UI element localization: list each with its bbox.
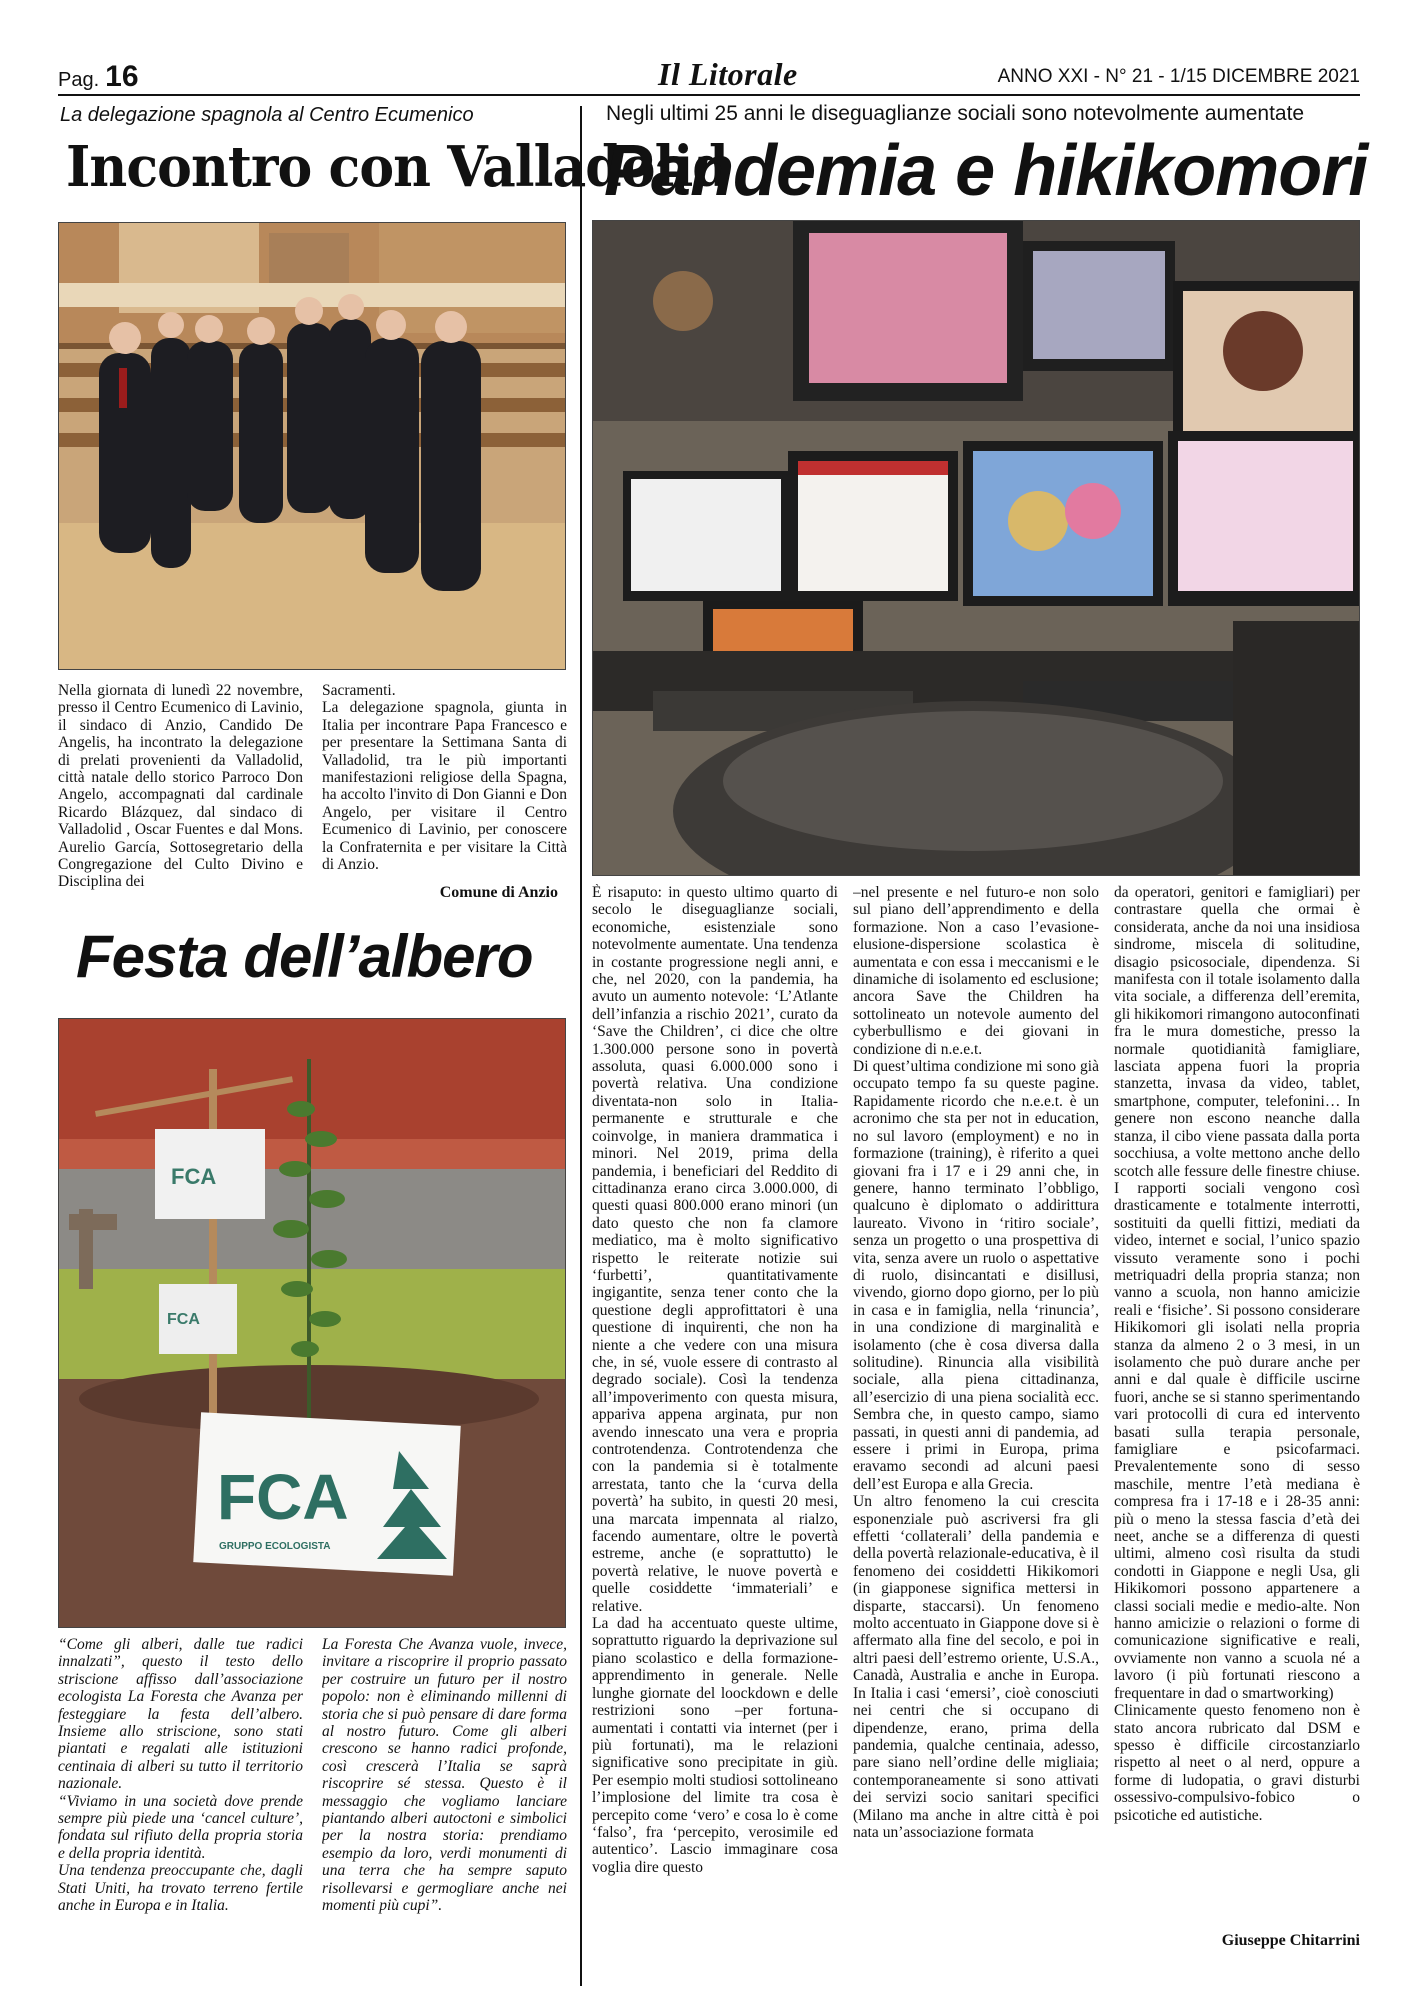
page-header [58,56,1360,96]
valladolid-photo [58,222,566,670]
issue-info: ANNO XXI - N° 21 - 1/15 DICEMBRE 2021 [997,66,1360,87]
valladolid-kicker: La delegazione spagnola al Centro Ecumenico [60,104,474,126]
valladolid-title: Incontro con Valladolid [66,134,728,200]
pandemia-title: Pandemia e hikikomori [604,131,1368,211]
pandemia-signature: Giuseppe Chitarrini [1221,1932,1360,1949]
albero-col1: “Come gli alberi, dalle tue radici innalzati”, questo il testo dello striscione affisso dall’associazione ecologista La Foresta che Avanza per festeggiare la festa dell’albero. Insieme allo striscione, sono stati piantati e regalati alle istituzioni centinaia di alberi su tutto il territorio nazionale. “Viviamo in una società dove prende sempre più piede una ‘cancel culture’, fondata sul rifiuto della propria storia e della propria identità. Una tendenza preoccupante che, dagli Stati Uniti, ha trovato terreno fertile anche in Europa e in Italia. [58,1636,303,1915]
albero-title: Festa dell’albero [76,923,533,990]
pandemia-col1: È risaputo: in questo ultimo quarto di secolo le diseguaglianze sociali, economiche, esistenziale sono notevolmente aumentate. Una tendenza in costante progressione negli anni, e che, nel 2020, con la pandemia, ha avuto un aumento notevole: ‘L’Atlante dell’infanzia a rischio 2021’, curato da ‘Save the Children’, ci dice che oltre 1.300.000 persone sono in povertà assoluta, quasi 6.000.000 sono i povertà relativa. Una condizione diventata-non solo in Italia- permanente e strutturale e che coinvolge, in maniera drammatica i minori. Nel 2019, prima della pandemia, i beneficiari del Reddito di cittadinanza erano circa 3.000.000, di questi quasi 800.000 erano minori (un dato questo che non fa clamore mediatico, ma è molto significativo rispetto le reiterate notizie sui ‘furbetti’, quantitativamente ingigantite, senza tener conto che la questione degli approfittatori è una questione di inquirenti, che non ha niente a che vedere con una misura che, in sé, vuole essere di contrasto al degrado sociale). Così la tendenza all’impoverimento con questa misura, appariva appena arginata, pur non avendo innescato una vera e propria controtendenza. Controtendenza che con la pandemia si è totalmente arrestata, tanto che la ‘curva della povertà’ ha subito, in questi 20 mesi, una marcata impennata al rialzo, facendo aumentare, oltre le povertà estreme, anche (e soprattutto) le povertà relative, le nuove povertà e quelle cosiddette ‘immateriali’ e relative. La dad ha accentuato queste ultime, soprattutto riguardo la deprivazione sul piano scolastico e della formazione-apprendimento in generale. Nelle lunghe giornate del loockdown e delle restrizioni sono –per fortuna- aumentati i contatti via internet (per i più fortunati), ma le relazioni significative sono precipitate in giù. Per esempio molti studiosi sottolineano l’implosione del limite tra cosa è percepito come ‘vero’ e cosa lo è come ‘falso’, fra ‘percepito, verosimile ed autentico’. Lascio immaginare cosa voglia dire questo [592,884,838,1876]
albero-col2: La Foresta Che Avanza vuole, invece, invitare a riscoprire il proprio passato per costruire un futuro per il nostro popolo: non è eliminando millenni di storia che si può pensare di dare forma al nostro futuro. Come gli alberi crescono se hanno radici profonde, così crescerà l’Italia se saprà riscoprire sé stessa. Questo è il messaggio che vogliamo lanciare piantando alberi autoctoni e simbolici per la nostra storia: prendiamo esempio da loro, verdi monumenti di una terra che ha sempre saputo risollevarsi e germogliare anche nei momenti più cupi”. [322,1636,567,1915]
valladolid-col2: Sacramenti. La delegazione spagnola, giunta in Italia per incontrare Papa Francesco e per presentare la Settimana Santa di Valladolid, tra le più importanti manifestazioni religiose della Spagna, ha accolto l'invito di Don Gianni e Don Angelo, per visitare il Centro Ecumenico di Lavinio, per conoscere la Confraternita e per visitare la Città di Anzio. [322,682,567,874]
pandemia-col2: –nel presente e nel futuro-e non solo sul piano dell’apprendimento e della formazione. Non a caso l’evasione-elusione-dispersione scolastica è aumentata e con essa i meccanismi e le dinamiche di isolamento ed esclusione; ancora Save the Children ha sottolineato un notevole aumento del cyberbullismo e dei giovani in condizione di n.e.e.t. Di quest’ultima condizione mi sono già occupato tempo fa su queste pagine. Rapidamente ricordo che n.e.e.t. è un acronimo che sta per not in education, no sul lavoro (employment) e no in formazione (training), è riferito a quei giovani fra i 17 e i 29 anni che, in genere, hanno terminato l’obbligo, qualcuno è diplomato o addirittura laureato. Vivono in ‘ritiro sociale’, senza un progetto o una prospettiva di vita, senza avere un ruolo o aspettative di ruolo, disincantati e disillusi, vivendo, giorno dopo giorno, per lo più in casa e in famiglia, nella ‘rinuncia’, in una condizione di marginalità e isolamento (che è cosa diversa dalla solitudine). Rinuncia alla visibilità sociale, alla piena cittadinanza, all’esercizio di una piena socialità ecc. Sembra che, in questo campo, siamo passati, in questi anni di pandemia, ad essere i primi in Europa, prima eravamo secondi ad alcuni paesi dell’est Europa e alla Grecia. Un altro fenomeno la cui crescita esponenziale può ascriversi fra gli effetti ‘collaterali’ della pandemia e della povertà relazionale-educativa, è il fenomeno dei cosiddetti Hikikomori (in giapponese significa mettersi in disparte, staccarsi). Un fenomeno molto accentuato in Giappone dove si è affermato alla fine del secolo, e poi in altri paesi dell’estremo oriente, U.S.A., Canadà, Australia e anche in Europa. In Italia i casi ‘emersi’, cioè conosciuti nei centri che si occupano di dipendenze, erano, prima della pandemia, qualche centinaia, adesso, pare siano nell’ordine delle migliaia; contemporaneamente si sono attivati dei servizi socio sanitari specifici (Milano ma anche in altre città è poi nata un’associazione formata [853,884,1099,1841]
svg-text:FCA: FCA [171,1164,217,1189]
svg-text:FCA: FCA [167,1311,200,1328]
pandemia-kicker: Negli ultimi 25 anni le diseguaglianze sociali sono notevolmente aumentate [606,102,1305,125]
pandemia-col3: da operatori, genitori e famigliari) per contrastare quella che ormai è considerata, anche da noi una insidiosa sindrome, miscela di solitudine, disagio psicosociale, dipendenza. Si manifesta con il totale isolamento dalla vita sociale, a differenza dell’eremita, gli hikikomori rimangono autoconfinati fra le mura domestiche, presso la normale quotidianità famigliare, lasciata appena fuori la propria stanzetta, invasa da video, tablet, smartphone, computer, telefonini… In genere non escono neanche dalla stanza, il cibo viene passata dalla porta socchiusa, a volte mettono anche dello scotch alle fessure delle finestre chiuse. I rapporti sociali vengono così drasticamente e totalmente interrotti, sostituiti da quelli fittizi, mediati da video, internet e social, l’unico spazio vissuto veramente sono i pochi metriquadri della propria stanza; non vanno a scuola, non hanno amicizie reali e ‘fisiche’. Si possono considerare Hikikomori gli isolati nella propria stanza da almeno 2 o 3 mesi, in un isolamento che può durare anche per anni e dal quale è difficile uscirne fuori, anche se si stanno sperimentando vari protocolli di cura ed intervento basati sulla terapia personale, famigliare e psicofarmaci. Prevalentemente sono di sesso maschile, mentre l’età mediana è compresa fra i 17-18 e i 28-35 anni: più o meno la stessa fascia d’età dei neet, anche se a differenza di questi ultimi, almeno così risulta da studi condotti in Giappone e negli Usa, gli Hikikomori possono appartenere a classi sociali medie e medio-alte. Non hanno amicizie o relazioni o forme di comunicazione significative e reali, ovviamente non vanno a scuola né a lavoro (i più fortunati riescono a frequentare in dad o smartworking) Clinicamente questo fenomeno non è stato ancora rubricato dal DSM e spesso è difficile circostanziarlo rispetto al neet o al nerd, oppure a forme di ludopatia, o gravi disturbi ossessivo-compulsivo-fobico o psicotiche ed autistiche. [1114,884,1360,1824]
page-number-label: Pag. 16 [58,60,139,93]
albero-photo [58,1018,566,1628]
pandemia-photo [592,220,1360,876]
valladolid-signature: Comune di Anzio [439,884,558,901]
column-divider [580,106,582,1986]
valladolid-col1: Nella giornata di lunedì 22 novembre, presso il Centro Ecumenico di Lavinio, il sindaco di Anzio, Candido De Angelis, ha incontrato la delegazione di prelati provenienti da Valladolid, città natale dello storico Parroco Don Angelo, accompagnati dal cardinale Ricardo Blázquez, dal sindaco di Valladolid , Oscar Fuentes e dal Mons. Aurelio García, Sottosegretario della Congregazione del Culto Divino e Disciplina dei [58,682,303,891]
page-number: 16 [105,60,139,93]
fca-logo-text: FCA [217,1461,349,1533]
fca-logo-subtext: GRUPPO ECOLOGISTA [219,1541,331,1552]
masthead: Il Litorale [658,56,798,92]
